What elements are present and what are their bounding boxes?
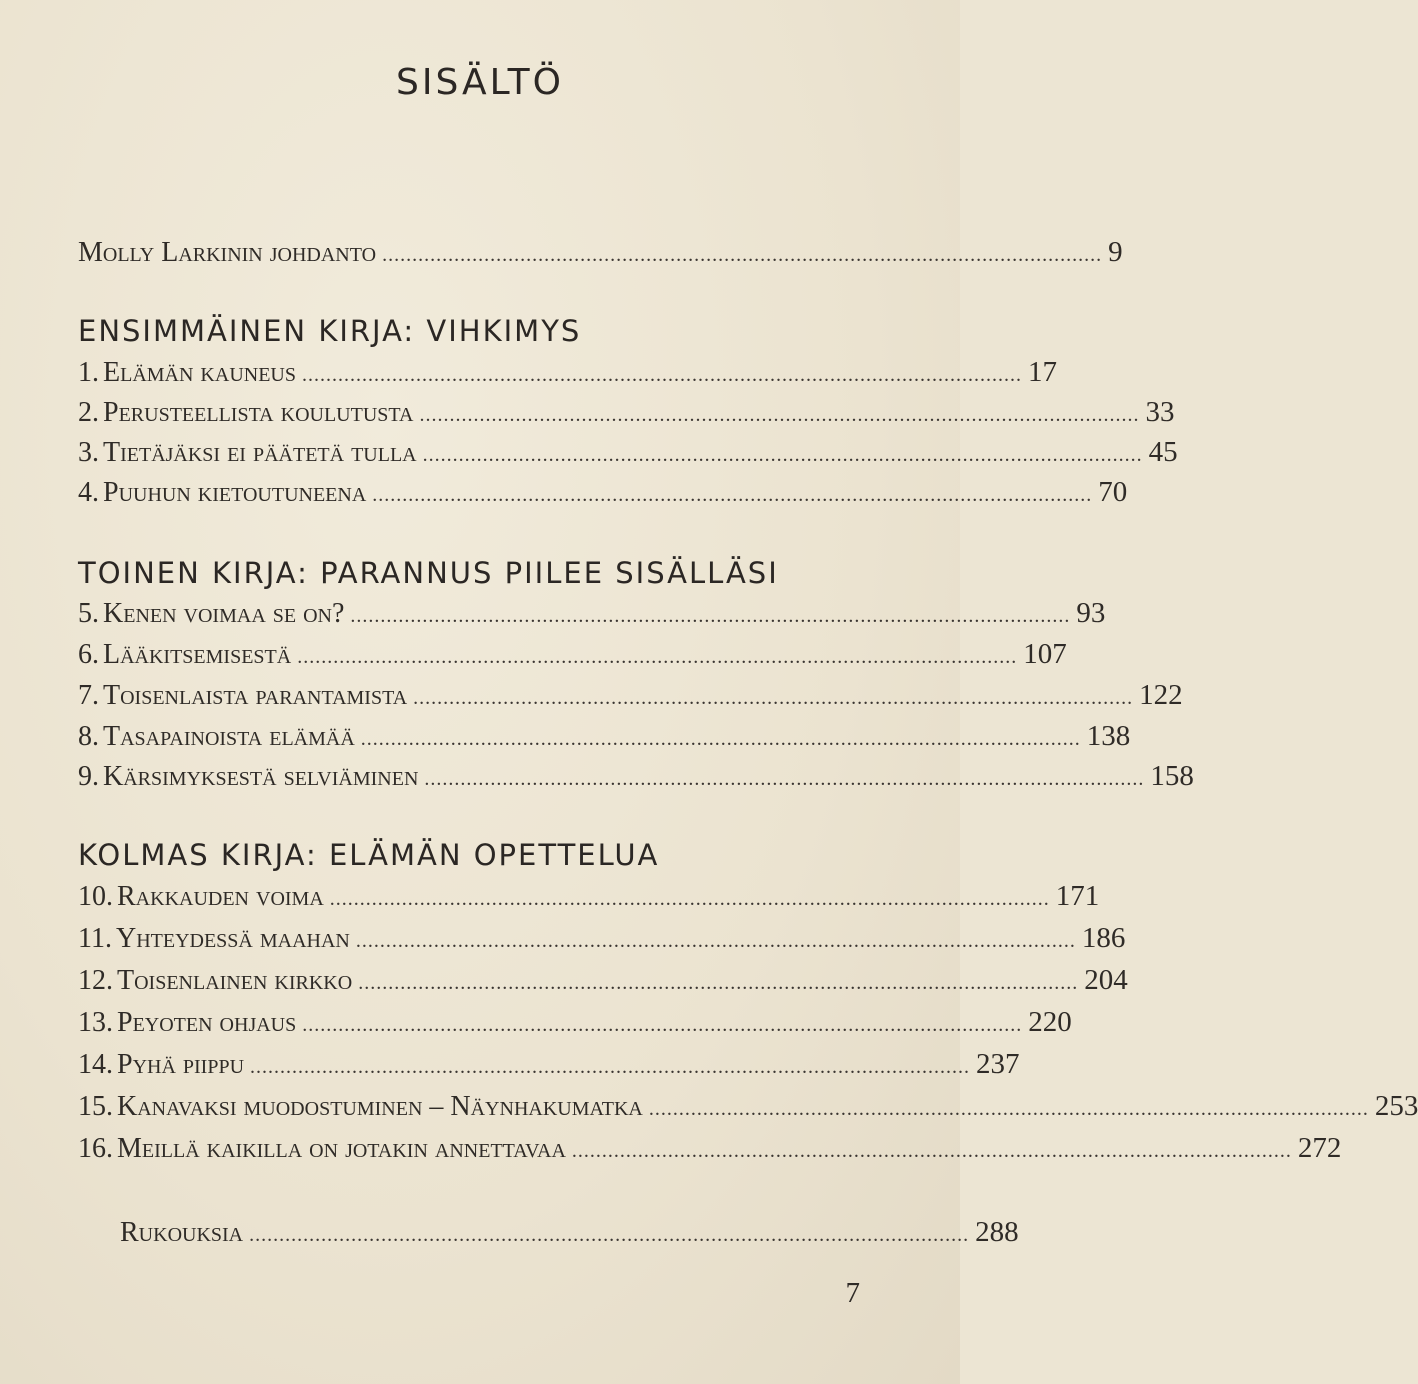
entry-page: 272 [1297,1132,1342,1164]
entry-number: 15. [78,1091,113,1122]
dot-leader: ........................................................................................................................ [250,1056,971,1078]
page-number: 7 [845,1277,860,1309]
entry-number: 5. [78,598,99,629]
toc-entry [78,396,1175,429]
dot-leader: ........................................................................................................................ [355,930,1076,952]
entry-label: Elämän kauneus [103,357,296,388]
entry-number: 3. [78,437,99,468]
dot-leader: ........................................................................................................................ [350,605,1071,627]
toc-entry [78,760,1194,793]
dot-leader: ........................................................................................................................ [419,404,1140,426]
entry-page: 158 [1150,760,1194,792]
dot-leader: ........................................................................................................................ [297,646,1018,668]
entry-label: Toisenlainen kirkko [117,965,353,996]
entry-label: Toisenlaista parantamista [103,680,408,711]
dot-leader: ........................................................................................................................ [302,1014,1023,1036]
entry-label: Meillä kaikilla on jotakin annettavaa [117,1133,566,1164]
dot-leader: ........................................................................................................................ [249,1224,970,1246]
entry-label: Kanavaksi muodostuminen – Näynhakumatka [117,1091,643,1122]
toc-title: SISÄLTÖ [395,62,565,103]
entry-page: 45 [1148,436,1178,468]
toc-entry [78,1006,1072,1039]
entry-label: Tasapainoista elämää [103,721,355,752]
toc-entry [78,1132,1342,1165]
entry-label: Rukouksia [120,1217,244,1248]
entry-page: 70 [1098,476,1128,508]
entry-number: 11. [78,923,112,954]
toc-entry [78,638,1067,671]
entry-label: Rakkauden voima [117,881,324,912]
entry-page: 93 [1076,597,1106,629]
entry-label: Lääkitsemisestä [103,639,292,670]
toc-entry [78,476,1128,509]
entry-page: 253 [1374,1090,1418,1122]
dot-leader: ........................................................................................................................ [424,768,1145,790]
entry-number: 6. [78,639,99,670]
entry-page: 138 [1086,720,1131,752]
toc-entry [78,356,1057,389]
entry-number: 1. [78,357,99,388]
dot-leader: ........................................................................................................................ [571,1140,1292,1162]
entry-number: 12. [78,965,113,996]
entry-label: Yhteydessä maahan [115,923,350,954]
toc-entry [78,720,1131,753]
toc-entry [78,880,1100,913]
entry-number: 8. [78,721,99,752]
entry-page: 9 [1108,236,1123,268]
entry-page: 288 [975,1216,1019,1248]
dot-leader: ........................................................................................................................ [382,244,1103,266]
toc-entry-prayers [120,1216,1019,1249]
entry-label: Molly Larkinin johdanto [78,237,377,268]
entry-label: Kenen voimaa se on? [103,598,345,629]
entry-page: 17 [1028,356,1057,388]
dot-leader: ........................................................................................................................ [360,728,1081,750]
entry-page: 237 [976,1048,1020,1080]
entry-page: 107 [1023,638,1067,670]
entry-number: 9. [78,761,99,792]
entry-number: 13. [78,1007,113,1038]
entry-number: 7. [78,680,99,711]
entry-label: Perusteellista koulutusta [103,397,414,428]
dot-leader: ........................................................................................................................ [358,972,1079,994]
entry-label: Tietäjäksi ei päätetä tulla [103,437,417,468]
entry-number: 2. [78,397,99,428]
dot-leader: ........................................................................................................................ [302,364,1022,386]
toc-entry [78,436,1178,469]
entry-page: 171 [1055,880,1100,912]
dot-leader: ........................................................................................................................ [329,888,1050,910]
toc-entry [78,1048,1020,1081]
entry-page: 204 [1084,964,1128,996]
entry-number: 10. [78,881,113,912]
section-heading-3: KOLMAS KIRJA: ELÄMÄN OPETTELUA [78,838,660,872]
toc-entry [78,964,1128,997]
toc-entry [78,679,1183,712]
entry-number: 14. [78,1049,113,1080]
dot-leader: ........................................................................................................................ [648,1098,1369,1120]
entry-page: 220 [1028,1006,1072,1038]
section-heading-2: TOINEN KIRJA: PARANNUS PIILEE SISÄLLÄSI [78,556,779,590]
dot-leader: ........................................................................................................................ [413,687,1134,709]
entry-page: 122 [1139,679,1183,711]
dot-leader: ........................................................................................................................ [422,444,1143,466]
dot-leader: ........................................................................................................................ [372,484,1093,506]
entry-page: 186 [1081,922,1126,954]
toc-entry [78,922,1126,955]
entry-number: 16. [78,1133,113,1164]
entry-label: Pyhä piippu [117,1049,245,1080]
toc-entry [78,1090,1418,1123]
entry-label: Kärsimyksestä selviäminen [103,761,419,792]
entry-number: 4. [78,477,99,508]
entry-label: Puuhun kietoutuneena [103,477,367,508]
toc-entry [78,597,1106,630]
entry-label: Peyoten ohjaus [117,1007,297,1038]
section-heading-1: ENSIMMÄINEN KIRJA: VIHKIMYS [78,314,582,348]
toc-entry-intro [78,236,1123,269]
entry-page: 33 [1145,396,1175,428]
